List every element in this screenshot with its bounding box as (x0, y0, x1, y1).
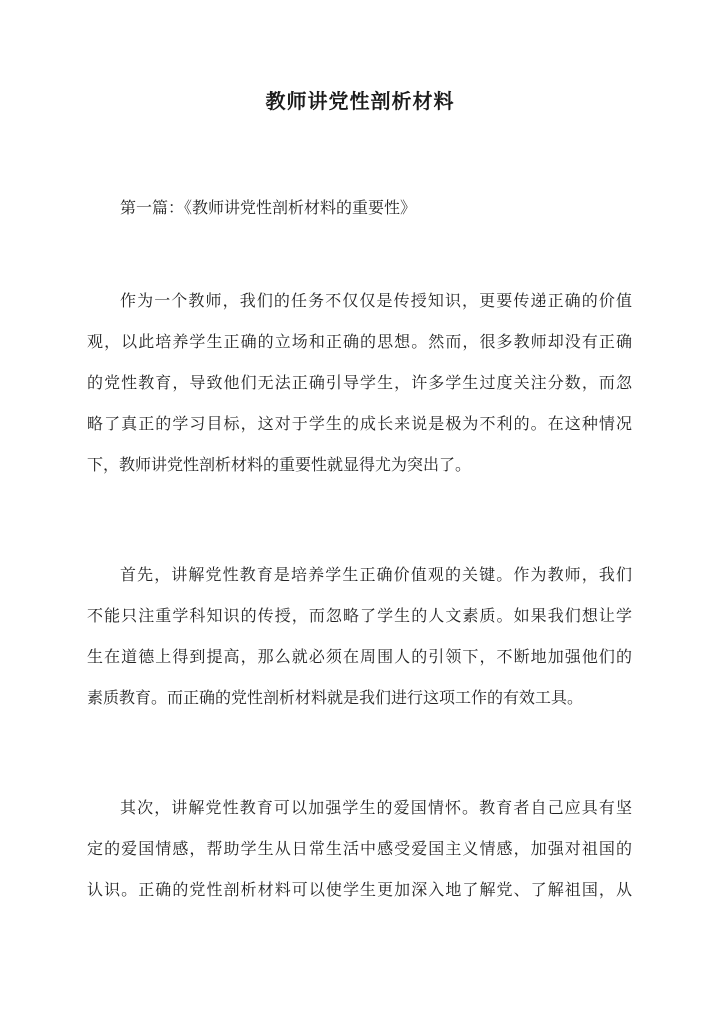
paragraph-line: 的党性教育，导致他们无法正确引导学生，许多学生过度关注分数，而忽 (87, 373, 632, 392)
paragraph-line: 观，以此培养学生正确的立场和正确的思想。然而，很多教师却没有正确 (87, 332, 632, 351)
paragraph-1 (87, 280, 632, 485)
paragraph-line: 生在道德上得到提高，那么就必须在周围人的引领下，不断地加强他们的 (87, 647, 632, 666)
paragraph-2 (87, 554, 632, 718)
document-title: 教师讲党性剖析材料 (265, 89, 455, 113)
paragraph-line: 略了真正的学习目标，这对于学生的成长来说是极为不利的。在这种情况 (87, 414, 632, 433)
paragraph-line: 其次，讲解党性教育可以加强学生的爱国情怀。教育者自己应具有坚 (120, 798, 632, 817)
paragraph-3 (87, 787, 632, 910)
paragraph-line: 作为一个教师，我们的任务不仅仅是传授知识，更要传递正确的价值 (120, 291, 632, 310)
paragraph-line: 素质教育。而正确的党性剖析材料就是我们进行这项工作的有效工具。 (87, 688, 584, 707)
paragraph-line: 不能只注重学科知识的传授，而忽略了学生的人文素质。如果我们想让学 (87, 606, 632, 625)
paragraph-line: 首先，讲解党性教育是培养学生正确价值观的关键。作为教师，我们 (120, 565, 632, 584)
paragraph-line: 定的爱国情感，帮助学生从日常生活中感受爱国主义情感，加强对祖国的 (87, 839, 632, 858)
paragraph-line: 下，教师讲党性剖析材料的重要性就显得尤为突出了。 (87, 455, 472, 474)
paragraph-line: 认识。正确的党性剖析材料可以使学生更加深入地了解党、了解祖国，从 (87, 880, 632, 899)
chapter-subtitle: 第一篇：《教师讲党性剖析材料的重要性》 (120, 198, 417, 217)
